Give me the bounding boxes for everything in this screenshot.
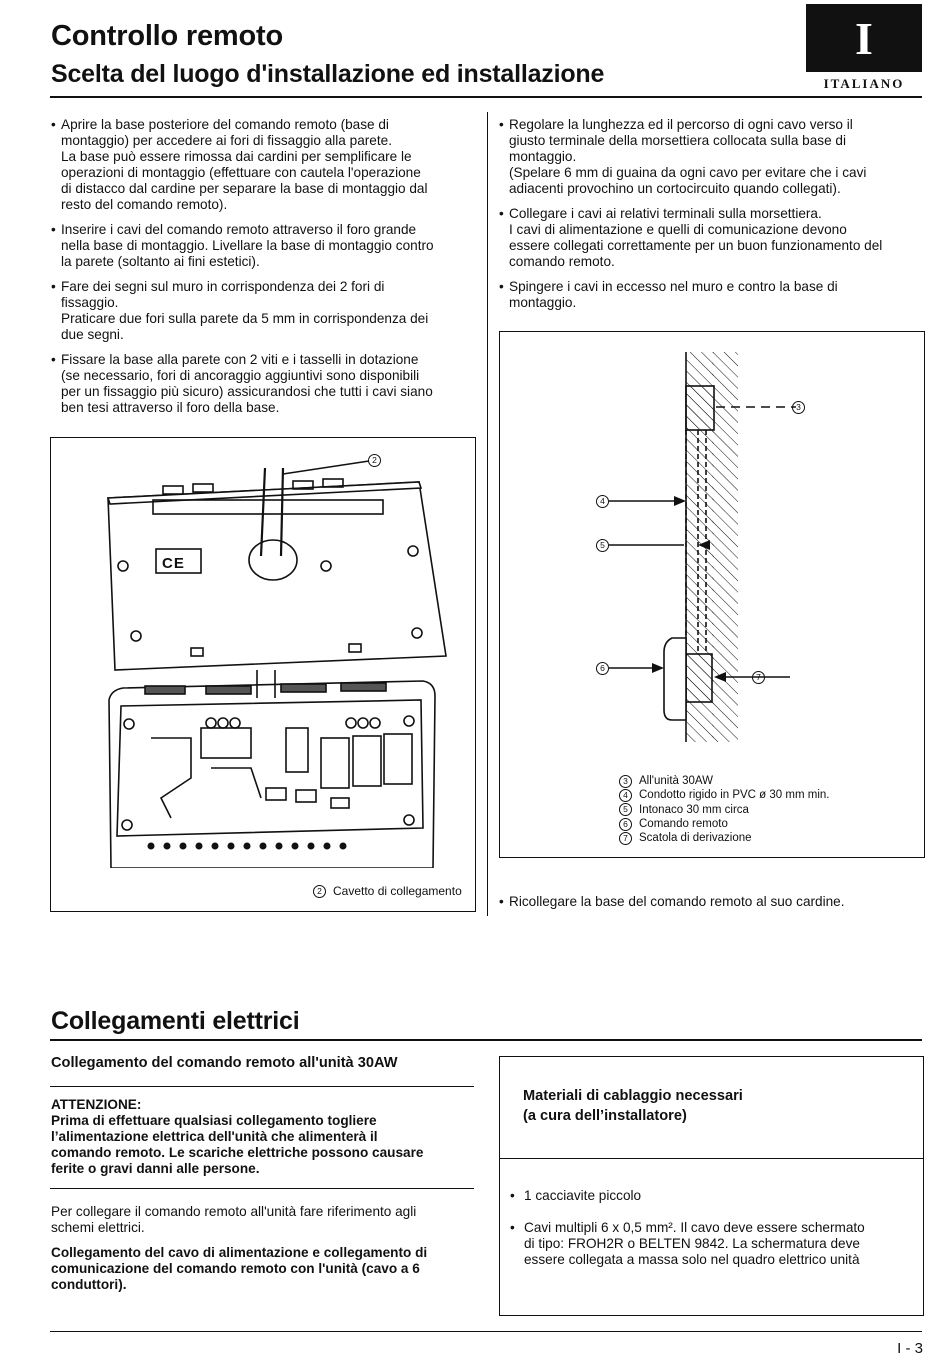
remote-control-illustration <box>51 438 475 868</box>
install-steps-left <box>51 117 476 425</box>
language-badge: I <box>806 4 922 72</box>
section-rule <box>50 1039 922 1041</box>
list-item: • Regolare la lunghezza ed il percorso di ogni cavo verso il giusto terminale della morsettiera collocata sulla base di montaggio. (Spelare 6 mm di guaina da ogni cavo per evitare che i cavi adiacenti provochino un cortocircuito quando collegati). <box>499 117 924 197</box>
legend-item: 3 All'unità 30AW <box>619 774 829 788</box>
language-label: ITALIANO <box>823 76 905 91</box>
footer-rule <box>50 1331 922 1332</box>
page-title: Controllo remoto <box>51 20 284 52</box>
list-item: • Ricollegare la base del comando remoto al suo cardine. <box>499 894 924 910</box>
page-number: I - 3 <box>897 1340 923 1357</box>
section-title: Collegamenti elettrici <box>51 1007 300 1035</box>
list-item: • Inserire i cavi del comando remoto attraverso il foro grande nella base di montaggio. Livellare la base di montaggio contro la parete (soltanto ai fini estetici). <box>51 222 476 270</box>
materials-box <box>499 1056 924 1316</box>
page-subtitle: Scelta del luogo d'installazione ed installazione <box>51 60 605 88</box>
install-steps-right <box>499 117 924 320</box>
reference-text: Per collegare il comando remoto all'unità fare riferimento agli schemi elettrici. <box>51 1204 417 1235</box>
remote-control-figure <box>50 437 476 912</box>
warning-title: ATTENZIONE: <box>51 1097 142 1112</box>
legend-item: 7 Scatola di derivazione <box>619 831 829 845</box>
list-item: • 1 cacciavite piccolo <box>510 1188 915 1204</box>
list-item: • Fare dei segni sul muro in corrispondenza dei 2 fori di fissaggio. Praticare due fori sulla parete da 5 mm in corrispondenza dei due segni. <box>51 279 476 343</box>
callout-3: 3 <box>792 401 805 414</box>
ce-mark: CE <box>162 555 185 572</box>
materials-title: Materiali di cablaggio necessari (a cura dell’installatore) <box>523 1088 743 1124</box>
electrical-subtitle: Collegamento del comando remoto all'unità 30AW <box>51 1055 398 1071</box>
wall-section-figure <box>499 331 925 858</box>
caption-number: 2 <box>313 885 326 898</box>
callout-7: 7 <box>752 671 765 684</box>
list-item: • Cavi multipli 6 x 0,5 mm². Il cavo deve essere schermato di tipo: FROH2R o BELTEN 9842. La schermatura deve essere collegata a massa solo nel quadro elettrico unità <box>510 1220 915 1268</box>
caption-text: Cavetto di collegamento <box>333 884 462 898</box>
list-item: • Spingere i cavi in eccesso nel muro e contro la base di montaggio. <box>499 279 924 311</box>
list-item: • Collegare i cavi ai relativi terminali sulla morsettiera. I cavi di alimentazione e quelli di comunicazione devono essere collegati correttamente per un buon funzionamento del comando remoto. <box>499 206 924 270</box>
reconnect-step <box>499 894 924 919</box>
subtitle-rule <box>50 1086 474 1087</box>
materials-list <box>510 1188 915 1277</box>
legend-item: 5 Intonaco 30 mm circa <box>619 803 829 817</box>
callout-2: 2 <box>368 454 381 467</box>
callout-5: 5 <box>596 539 609 552</box>
callout-6: 6 <box>596 662 609 675</box>
warning-rule <box>50 1188 474 1189</box>
warning-text: Prima di effettuare qualsiasi collegamento togliere l’alimentazione elettrica dell'unità che alimenterà il comando remoto. Le scariche elettriche possono causare ferite o gravi danni alle persone. <box>51 1113 424 1176</box>
list-item: • Aprire la base posteriore del comando remoto (base di montaggio) per accedere ai fori di fissaggio alla parete. La base può essere rimossa dai cardini per semplificare le operazioni di montaggio (effettuare con cautela l'operazione di distacco dal cardine per separare la base di montaggio dal resto del comando remoto). <box>51 117 476 213</box>
cable-heading: Collegamento del cavo di alimentazione e collegamento di comunicazione del comando remoto con l'unità (cavo a 6 conduttori). <box>51 1245 428 1292</box>
header-rule <box>50 96 922 98</box>
figure-legend <box>619 774 829 845</box>
list-item: • Fissare la base alla parete con 2 viti e i tasselli in dotazione (se necessario, fori di ancoraggio aggiuntivi sono disponibili per un fissaggio più sicuro) assicurandosi che tutti i cavi siano ben tesi attraverso il foro della base. <box>51 352 476 416</box>
legend-item: 6 Comando remoto <box>619 817 829 831</box>
column-divider-lower <box>487 331 488 916</box>
materials-rule <box>500 1158 923 1159</box>
left-figure-caption <box>313 884 462 898</box>
legend-item: 4 Condotto rigido in PVC ø 30 mm min. <box>619 788 829 802</box>
callout-4: 4 <box>596 495 609 508</box>
